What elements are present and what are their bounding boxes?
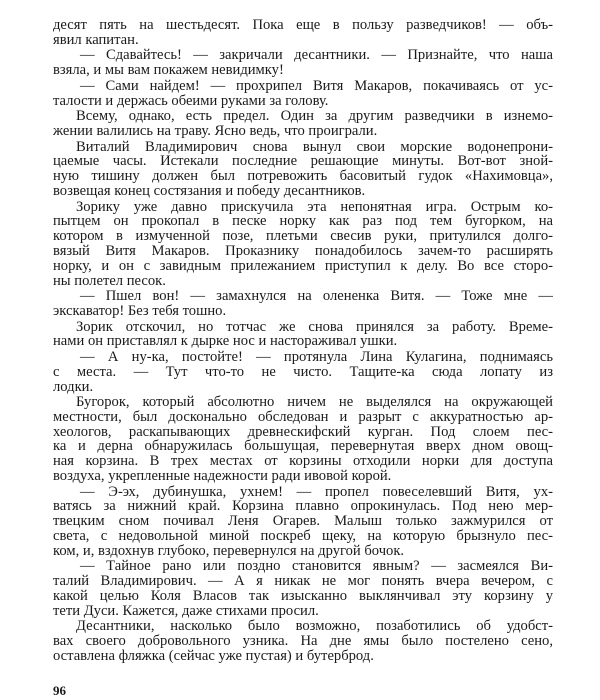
text-line: талий Владимирович. — А я никак не мог понять вчера вечером, с (53, 574, 553, 590)
text-line: талости и держась обеими руками за голову. (53, 93, 329, 109)
text-line: лодки. (53, 379, 94, 395)
text-line: цаемые часы. Истекали последние решающие минуты. Вот-вот зной- (53, 154, 553, 170)
text-line: экскаватор! Без тебя тошно. (53, 303, 227, 319)
text-line: жении валились на траву. Ясно ведь, что проиграли. (53, 123, 378, 139)
text-line: ная корзина. В трех местах от корзины отходили норки для доступа (53, 454, 553, 470)
dialogue-paragraph (53, 350, 553, 394)
text-line: Десантники, насколько было возможно, позаботились об удобст- (76, 619, 553, 635)
dialogue-paragraph (53, 485, 553, 559)
text-line: хеологов, раскапывающих древнескифский курган. Под слоем пес- (53, 424, 553, 440)
text-line: воздуха, укрепленные надежности ради ивовой корой. (53, 469, 392, 484)
text-line: — Сдавайтесь! — закричали десантники. — Признайте, что наша (80, 48, 553, 64)
text-line: пытцем он прокопал в песке норку как раз под тем бугорком, на (53, 214, 553, 230)
dialogue-paragraph (53, 289, 553, 319)
text-line: десят пять на шестьдесят. Пока еще в пользу разведчиков! — объ- (53, 18, 553, 33)
dialogue-paragraph (53, 79, 553, 109)
text-line: ватясь за нижний край. Корзина плавно опрокинулась. Под нею мер- (53, 499, 553, 515)
paragraph (53, 395, 553, 484)
text-line: возвещая конец состязания и победу десантников. (53, 183, 366, 199)
paragraph (53, 140, 553, 199)
text-line: — Тайное рано или поздно становится явным? — засмеялся Ви- (80, 559, 553, 575)
text-line: явил капитан. (53, 32, 139, 48)
paragraph (53, 200, 553, 289)
text-line: оставлена фляжка (сейчас уже пустая) и бутерброд. (53, 649, 374, 664)
paragraph (53, 109, 553, 139)
text-line: с места. — Тут что-то не чисто. Тащите-ка сюда лопату из (53, 364, 553, 380)
text-line: ны полетел песок. (53, 273, 166, 289)
text-line: твецким сном почивал Леня Огарев. Малыш только зажмурился от (53, 514, 553, 530)
text-line: Зорику уже давно прискучила эта непонятная игра. Острым ко- (76, 199, 553, 215)
paragraph (53, 18, 553, 48)
dialogue-paragraph (53, 559, 553, 618)
text-line: котором в измученной позе, плетьми свесив руки, притулился долго- (53, 229, 553, 244)
text-line: местности, был досконально обследован и разрыт с аккуратностью ар- (53, 409, 553, 425)
text-line: какой целью Коля Власов так изысканно выклянчивал эту корзину у (53, 589, 553, 604)
text-line: Всему, однако, есть предел. Один за другим разведчики в изнемо- (76, 109, 553, 124)
dialogue-paragraph (53, 48, 553, 78)
page-number: 96 (53, 683, 66, 698)
paragraph (53, 320, 553, 350)
text-line: — А ну-ка, постойте! — протянула Лина Кулагина, поднимаясь (80, 349, 553, 365)
text-line: Бугорок, который абсолютно ничем не выделялся на окружающей (76, 395, 553, 410)
text-line: вах своего добровольного узника. На дне ямы было постелено сено, (53, 634, 553, 650)
text-line: Виталий Владимирович снова вынул свои морские водонепрони- (76, 139, 553, 155)
text-line: ка и дерна обнаружилась большущая, перевернутая вверх дном овощ- (53, 439, 553, 455)
book-page-text (53, 18, 553, 665)
text-line: тети Дуси. Кажется, даже стихами просил. (53, 603, 319, 619)
text-line: норку, и он с завидным прилежанием приступил к делу. Во все сторо- (53, 258, 553, 274)
text-line: света, с недовольной миной поскреб щеку, на которую брызнуло пес- (53, 529, 553, 544)
text-line: нами он приставлял к дырке нос и настораживал ушки. (53, 334, 398, 350)
text-line: ную тишину должен был потревожить басовитый гудок «Нахимовца», (53, 169, 553, 184)
text-line: — Пшел вон! — замахнулся на олененка Витя. — Тоже мне — (80, 289, 553, 304)
text-line: Зорик отскочил, но тотчас же снова принялся за работу. Време- (76, 319, 553, 335)
text-line: ком, и, вздохнув глубоко, перевернулся на другой бочок. (53, 543, 405, 559)
text-line: взяла, и мы вам покажем невидимку! (53, 63, 284, 78)
text-line: — Э-эх, дубинушка, ухнем! — пропел повеселевший Витя, ух- (80, 484, 553, 500)
text-line: вязый Витя Макаров. Проказнику понадобилось зачем-то расширять (53, 243, 553, 259)
paragraph (53, 619, 553, 663)
text-line: — Сами найдем! — прохрипел Витя Макаров, покачиваясь от ус- (80, 78, 553, 94)
